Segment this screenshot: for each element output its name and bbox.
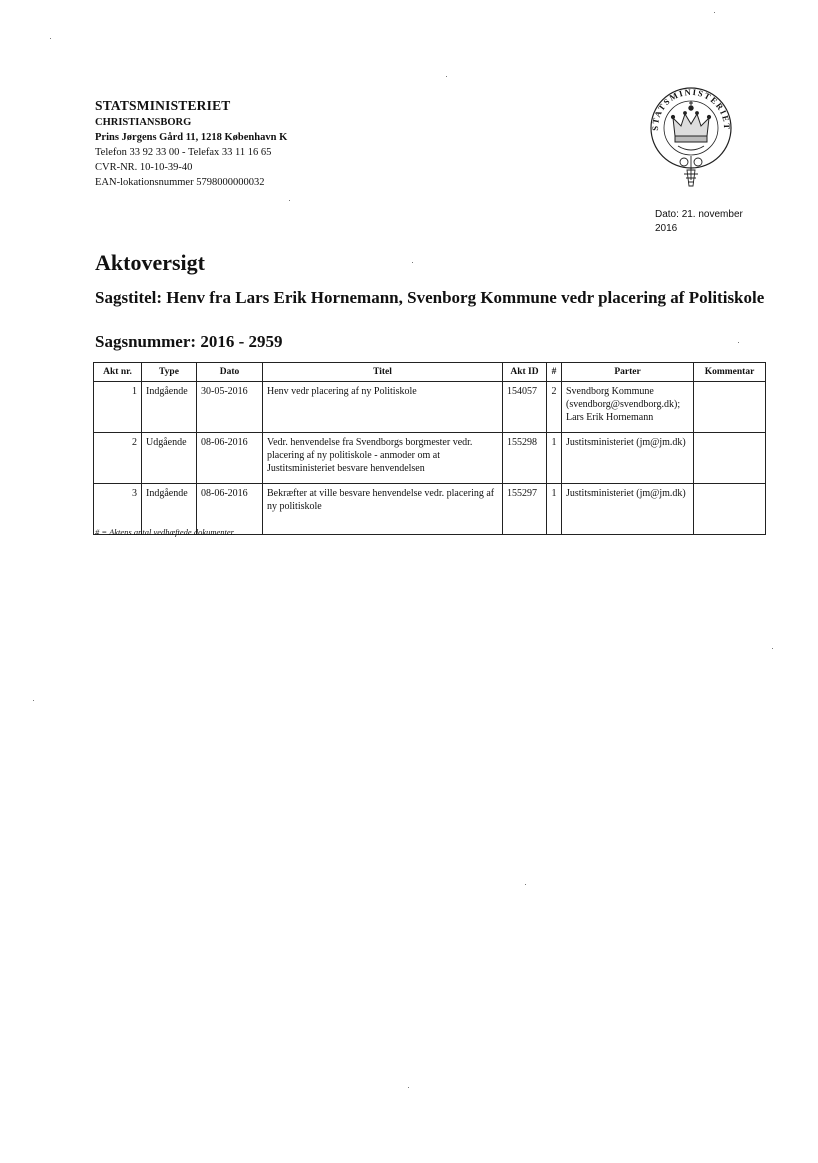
table-footnote: # = Aktens antal vedhæftede dokumenter.	[95, 527, 236, 537]
case-number-label: Sagsnummer:	[95, 332, 197, 351]
col-header-dato: Dato	[197, 363, 263, 382]
document-date	[655, 208, 765, 236]
org-address: Prins Jørgens Gård 11, 1218 København K	[95, 132, 288, 143]
scan-speck	[412, 262, 413, 263]
col-header-akt-id: Akt ID	[503, 363, 547, 382]
document-table	[93, 362, 766, 535]
cell-titel: Vedr. henvendelse fra Svendborgs borgmester vedr. placering af ny politiskole - anmoder om at Justitsministeriet besvare henvendelsen	[263, 433, 503, 484]
page-title: Aktoversigt	[95, 250, 205, 275]
col-header-kommentar: Kommentar	[694, 363, 766, 382]
case-number	[95, 332, 282, 352]
cell-type: Indgående	[142, 382, 197, 433]
cell-parter: Svendborg Kommune (svendborg@svendborg.dk); Lars Erik Hornemann	[562, 382, 694, 433]
svg-text:STATSMINISTERIET: STATSMINISTERIET	[649, 86, 733, 131]
scan-speck	[33, 700, 34, 701]
col-header-parter: Parter	[562, 363, 694, 382]
crown-seal-icon	[648, 84, 734, 196]
cell-kommentar	[694, 484, 766, 535]
cell-type: Indgående	[142, 484, 197, 535]
subject-value: Henv fra Lars Erik Hornemann, Svenborg Kommune vedr placering af Politiskole	[166, 288, 765, 307]
cell-akt-nr: 1	[94, 382, 142, 433]
case-subject	[95, 287, 775, 308]
scan-speck	[772, 648, 773, 649]
org-ean: EAN-lokationsnummer 5798000000032	[95, 177, 265, 188]
cell-dato: 08-06-2016	[197, 484, 263, 535]
table-row	[94, 382, 766, 433]
cell-kommentar	[694, 382, 766, 433]
cell-count: 2	[547, 382, 562, 433]
scan-speck	[289, 200, 290, 201]
table-header-row	[94, 363, 766, 382]
col-header-titel: Titel	[263, 363, 503, 382]
cell-titel: Bekræfter at ville besvare henvendelse vedr. placering af ny politiskole	[263, 484, 503, 535]
date-label: Dato:	[655, 209, 679, 220]
org-phone: Telefon 33 92 33 00 - Telefax 33 11 16 65	[95, 147, 272, 158]
cell-akt-id: 154057	[503, 382, 547, 433]
cell-parter: Justitsministeriet (jm@jm.dk)	[562, 484, 694, 535]
cell-parter: Justitsministeriet (jm@jm.dk)	[562, 433, 694, 484]
scan-speck	[714, 12, 715, 13]
cell-count: 1	[547, 484, 562, 535]
cell-akt-id: 155298	[503, 433, 547, 484]
date-year: 2016	[655, 223, 678, 234]
scan-speck	[408, 1087, 409, 1088]
cell-dato: 30-05-2016	[197, 382, 263, 433]
cell-titel: Henv vedr placering af ny Politiskole	[263, 382, 503, 433]
cell-akt-nr: 2	[94, 433, 142, 484]
scan-speck	[446, 76, 447, 77]
col-header-akt-nr: Akt nr.	[94, 363, 142, 382]
col-header-count: #	[547, 363, 562, 382]
cell-type: Udgående	[142, 433, 197, 484]
cell-akt-nr: 3	[94, 484, 142, 535]
cell-dato: 08-06-2016	[197, 433, 263, 484]
case-number-value: 2016 - 2959	[200, 332, 283, 351]
date-value: 21. november	[681, 209, 743, 220]
scan-speck	[525, 884, 526, 885]
cell-kommentar	[694, 433, 766, 484]
org-name: STATSMINISTERIET	[95, 98, 231, 113]
table-row	[94, 433, 766, 484]
scan-speck	[50, 38, 51, 39]
scan-speck	[738, 342, 739, 343]
col-header-type: Type	[142, 363, 197, 382]
cell-count: 1	[547, 433, 562, 484]
subject-label: Sagstitel:	[95, 288, 163, 307]
org-cvr: CVR-NR. 10-10-39-40	[95, 162, 193, 173]
org-sub: CHRISTIANSBORG	[95, 117, 192, 128]
cell-akt-id: 155297	[503, 484, 547, 535]
